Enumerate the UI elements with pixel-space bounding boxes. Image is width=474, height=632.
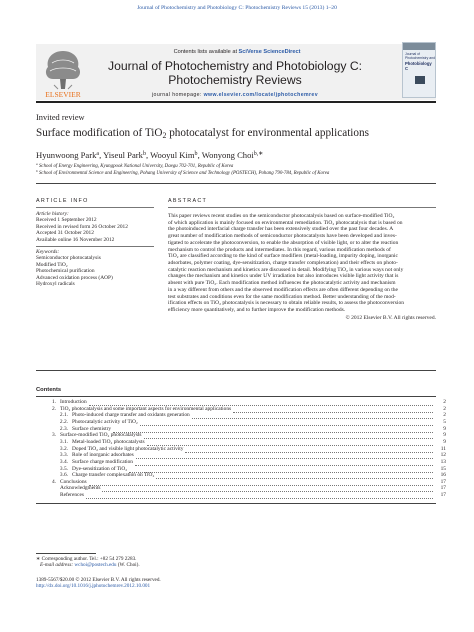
journal-title-line1: Journal of Photochemistry and Photobiology C: xyxy=(107,59,363,73)
contents-page: 15 xyxy=(440,465,446,472)
keyword: Modified TiO₂ xyxy=(36,261,68,268)
contents-number: 2.2. xyxy=(59,418,68,425)
abstract-line: of which application is mainly focused on environmental remediation. TiO₂ photocatalysis that is based on xyxy=(168,219,403,226)
contents-row[interactable] xyxy=(36,472,446,479)
author-affiliation-mark: a xyxy=(96,151,100,158)
history-label: Article history: xyxy=(36,211,69,217)
footnote-rule xyxy=(36,553,96,554)
contents-label: Conclusions xyxy=(60,478,87,485)
article-info-heading: ARTICLE INFO xyxy=(36,198,89,204)
affiliation-mark: b xyxy=(36,169,38,174)
abstract-line: mechanism to control the products and intermediates. In this regard, various modification methods of xyxy=(168,246,391,253)
contents-page: 17 xyxy=(440,485,446,492)
affiliation-text: School of Environmental Science and Engineering, Pohang University of Science and Technology (POSTECH), Pohang 790-784, Republic of Korea xyxy=(38,171,330,176)
article-type: Invited review xyxy=(36,113,85,122)
contents-row[interactable] xyxy=(36,492,446,499)
author-name[interactable]: Yiseul Park xyxy=(103,150,143,160)
contents-label: Dye-sensitization of TiO₂ xyxy=(72,465,128,472)
contents-page: 13 xyxy=(440,458,446,465)
keyword: Photochemical purification xyxy=(36,268,95,275)
contents-available-prefix: Contents lists available at xyxy=(173,49,239,55)
contents-row[interactable] xyxy=(36,452,446,459)
masthead-rule xyxy=(36,101,436,103)
corresponding-author-note: ∗ Corresponding author. Tel.: +82 54 279 2283. xyxy=(36,556,137,562)
contents-number: 2.3. xyxy=(59,425,68,432)
contents-page: 17 xyxy=(440,492,446,499)
contents-row[interactable] xyxy=(36,479,446,486)
cover-band xyxy=(403,43,435,50)
section-separator xyxy=(36,183,436,184)
contents-label: Acknowledgments xyxy=(60,485,101,492)
article-title xyxy=(36,127,369,139)
contents-rule xyxy=(36,396,436,397)
abstract-line: tigated to accelerate the photoconversion, to enable the absorption of visible light, or to alter the reaction xyxy=(168,239,399,246)
title-sub: 2 xyxy=(162,131,167,141)
contents-label: Role of inorganic adsorbates xyxy=(72,452,134,459)
contents-number: 2. xyxy=(51,405,56,412)
affiliation-mark: a xyxy=(36,162,38,167)
abstract-line: efficiency more quantitatively, and to further improve the modification methods. xyxy=(168,307,346,314)
email-link[interactable]: wchoi@postech.edu xyxy=(74,562,117,569)
author-name[interactable]: Wonyong Choi xyxy=(201,150,254,160)
section-separator xyxy=(36,370,436,371)
history-online: Available online 16 November 2012 xyxy=(36,236,115,243)
contents-label: Surface-modified TiO₂ photocatalysts xyxy=(60,432,142,439)
contents-row[interactable] xyxy=(36,399,446,406)
contents-row[interactable] xyxy=(36,419,446,426)
keyword: Semiconductor photocatalysis xyxy=(36,255,101,262)
contents-number: 3.3. xyxy=(59,452,68,459)
contents-row[interactable] xyxy=(36,459,446,466)
affiliation-text: School of Energy Engineering, Kyungpook National University, Daegu 702-701, Republic of Korea xyxy=(38,164,234,169)
abstract-line: TiO₂ are classified according to the kind of surface modifiers (metal-loading, impurity doping, inorganic xyxy=(168,253,398,260)
sciencedirect-link[interactable]: SciVerse ScienceDirect xyxy=(238,49,301,55)
affiliation-a xyxy=(36,164,233,169)
history-revised: Received in revised form 26 October 2012 xyxy=(36,223,128,230)
contents-label: TiO₂ photocatalysis and some important aspects for environmental applications xyxy=(60,405,232,412)
contents-page: 16 xyxy=(440,472,446,479)
author-separator: , xyxy=(197,150,202,160)
cover-text-small: Journal of Photochemistry and xyxy=(405,52,435,60)
contents-number: 2.1. xyxy=(59,412,68,419)
abstract-line: great number of modification methods of semiconductor photocatalysts have been developed and inves- xyxy=(168,233,397,240)
homepage-link[interactable]: www.elsevier.com/locate/jphotochemrev xyxy=(203,92,318,98)
contents-page: 5 xyxy=(443,418,446,425)
contents-label: Photo-induced charge transfer and oxidants generation xyxy=(72,412,190,419)
contents-number: 3.2. xyxy=(59,445,68,452)
author-separator: , xyxy=(145,150,151,160)
affiliation-b xyxy=(36,171,329,176)
cover-text-large: Photobiology C xyxy=(405,61,432,71)
contents-page: 12 xyxy=(440,452,446,459)
keywords-rule xyxy=(36,246,154,247)
contents-label: Surface chemistry xyxy=(72,425,112,432)
contents-page: 2 xyxy=(443,399,446,405)
email-suffix: (W. Choi). xyxy=(116,562,140,569)
abstract-line: the photoinduced interfacial charge transfer has been extensively studied over the past four decades. A xyxy=(168,226,394,233)
contents-row[interactable] xyxy=(36,412,446,419)
contents-end-rule xyxy=(36,503,436,504)
author-list xyxy=(36,150,263,160)
abstract-line: ification effects on TiO₂ photocatalysis is necessary to obtain reliable results, to assess the photoconversion xyxy=(168,300,404,307)
author-name[interactable]: Wooyul Kim xyxy=(150,150,195,160)
abstract-copyright: © 2012 Elsevier B.V. All rights reserved. xyxy=(345,315,436,321)
email-line xyxy=(40,562,140,568)
journal-homepage xyxy=(100,92,370,98)
abstract-rule xyxy=(168,207,436,208)
contents-label: Introduction xyxy=(60,399,87,405)
author-affiliation-mark: b,∗ xyxy=(253,151,264,158)
abstract-line: absent with pure TiO₂. Each modification method influences the photocatalytic activity and mechanism xyxy=(168,280,396,287)
contents-row[interactable] xyxy=(36,485,446,492)
contents-row[interactable] xyxy=(36,439,446,446)
contents-number: 3. xyxy=(51,432,56,439)
contents-row[interactable] xyxy=(36,432,446,439)
contents-page: 11 xyxy=(440,445,446,452)
keywords-label: Keywords: xyxy=(36,249,60,255)
contents-label: Photocatalytic activity of TiO₂ xyxy=(72,418,138,425)
author-name[interactable]: Hyunwoong Park xyxy=(36,150,97,160)
history-received: Received 1 September 2012 xyxy=(36,217,97,224)
journal-title-line2: Photochemistry Reviews xyxy=(168,73,302,87)
running-header[interactable]: Journal of Photochemistry and Photobiology C: Photochemistry Reviews 15 (2013) 1–20 xyxy=(137,5,337,11)
elsevier-wordmark: ELSEVIER xyxy=(45,90,81,99)
author-affiliation-mark: b xyxy=(142,151,146,158)
contents-number: 4. xyxy=(51,478,56,485)
contents-page: 9 xyxy=(443,432,446,439)
contents-label: Charge transfer complexation on TiO₂ xyxy=(72,472,155,479)
contents-page: 9 xyxy=(443,425,446,432)
homepage-prefix: journal homepage: xyxy=(152,92,204,98)
contents-label: Doped TiO₂ and visible light photocatalytic activity xyxy=(72,445,184,452)
contents-number: 3.6. xyxy=(59,472,68,479)
contents-page: 17 xyxy=(440,478,446,485)
keyword: Advanced oxidation process (AOP) xyxy=(36,274,113,281)
contents-label: Metal-loaded TiO₂ photocatalysts xyxy=(72,438,145,445)
abstract-line: changes the mechanism and kinetics under UV irradiation but also introduces visible light activity that is xyxy=(168,273,399,280)
elsevier-logo xyxy=(38,45,88,100)
title-part2: photocatalyst for environmental applications xyxy=(166,127,369,139)
contents-number: 3.1. xyxy=(59,438,68,445)
contents-leader-dots xyxy=(86,497,433,499)
abstract-line: in a way different from others and the observed modification effects are often different depending on the xyxy=(168,286,399,293)
journal-cover-thumbnail[interactable] xyxy=(402,42,436,98)
author-affiliation-mark: b xyxy=(194,151,198,158)
history-accepted: Accepted 31 October 2012 xyxy=(36,230,94,237)
doi-link[interactable]: http://dx.doi.org/10.1016/j.jphotochemrev.2012.10.001 xyxy=(36,583,151,590)
contents-label: Surface charge modification xyxy=(72,458,133,465)
contents-page: 9 xyxy=(443,438,446,445)
issn-line: 1389-5567/$20.00 © 2012 Elsevier B.V. All rights reserved. xyxy=(36,577,161,583)
journal-title[interactable] xyxy=(100,59,370,87)
contents-number: 1. xyxy=(51,399,56,405)
abstract-line: catalytic reaction mechanism and kinetics are discussed in detail. Modifying TiO₂ in various ways not only xyxy=(168,266,404,273)
author-separator: , xyxy=(99,150,104,160)
contents-number: 3.5. xyxy=(59,465,68,472)
contents-number: 3.4. xyxy=(59,458,68,465)
article-info-rule xyxy=(36,207,154,208)
contents-label: References xyxy=(60,492,84,499)
email-label: E-mail address: xyxy=(40,562,75,569)
contents-heading: Contents xyxy=(36,387,62,393)
title-part1: Surface modification of TiO xyxy=(36,127,163,139)
abstract-line: test substrates and conditions even for the same modification method. Better understanding of the mod- xyxy=(168,293,396,300)
abstract-heading: ABSTRACT xyxy=(168,198,208,204)
contents-page: 2 xyxy=(443,405,446,412)
keyword: Hydroxyl radicals xyxy=(36,281,75,287)
cover-emblem xyxy=(415,76,425,84)
abstract-line: This paper reviews recent studies on the semiconductor photocatalysis based on surface-modified TiO₂ xyxy=(168,213,395,219)
contents-page: 2 xyxy=(443,412,446,419)
abstract-body xyxy=(168,213,436,314)
abstract-line: adsorbates, polymer coating, dye-sensitization, charge transfer complexation) and their effects on photo- xyxy=(168,260,398,267)
